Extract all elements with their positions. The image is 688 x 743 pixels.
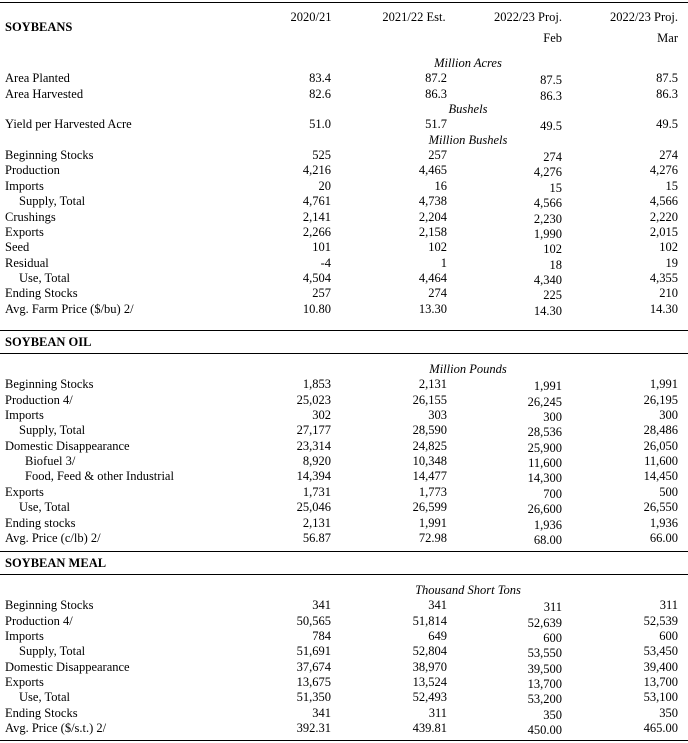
cell-value: 303 [428,408,447,423]
section-title: SOYBEAN MEAL [5,556,107,570]
cell-value: 4,276 [649,163,678,178]
cell-value: 274 [428,286,447,301]
cell-value: 1,991 [649,377,678,392]
cell-value: 28,536 [527,425,562,440]
cell-value: 1 [440,255,447,270]
cell-value: 87.5 [540,73,562,88]
cell-value: 1,731 [302,484,331,499]
cell-value: 2,220 [649,209,678,224]
cell-value: 1,773 [418,484,447,499]
cell-value: 300 [659,408,678,423]
row-label: Avg. Farm Price ($/bu) 2/ [5,301,134,316]
cell-value: 26,600 [527,502,562,517]
cell-value: 302 [312,408,331,423]
cell-value: 26,599 [412,500,447,515]
cell-value: 4,566 [533,196,562,211]
cell-value: -4 [320,255,331,270]
cell-value: 2,131 [418,377,447,392]
cell-value: 600 [659,629,678,644]
cell-value: 18 [549,257,562,272]
cell-value: 14,477 [412,469,447,484]
row-label: Avg. Price (c/lb) 2/ [5,530,101,545]
cell-value: 350 [659,705,678,720]
cell-value: 341 [312,598,331,613]
row-label: Area Planted [5,71,70,86]
section-bottom-rule [0,330,688,331]
cell-value: 26,195 [643,392,678,407]
header-2022-23-proj-mar: 2022/23 Proj. [609,10,678,24]
cell-value: 2,015 [649,224,678,239]
cell-value: 15 [549,180,562,195]
section-divider [0,353,688,354]
header-2022-23-proj-feb: 2022/23 Proj. [493,10,562,24]
cell-value: 500 [659,484,678,499]
cell-value: 51.7 [425,117,447,132]
cell-value: 72.98 [418,530,447,545]
cell-value: 37,674 [296,659,331,674]
cell-value: 439.81 [412,721,447,736]
row-label: Supply, Total [19,423,86,438]
row-label: Supply, Total [19,644,86,659]
row-label: Beginning Stocks [5,148,94,163]
cell-value: 53,100 [643,690,678,705]
header-mar: Mar [657,31,678,45]
row-label: Exports [5,484,44,499]
header-2020-21: 2020/21 [290,10,332,24]
row-label: Supply, Total [19,194,86,209]
row-label: Seed [5,240,30,255]
row-label: Avg. Price ($/s.t.) 2/ [5,721,107,736]
cell-value: 4,216 [302,163,331,178]
row-label: Imports [5,408,44,423]
cell-value: 53,200 [527,692,562,707]
cell-value: 13,700 [527,677,562,692]
top-rule [0,2,688,3]
cell-value: 53,550 [527,646,562,661]
row-label: Production 4/ [5,392,73,407]
cell-value: 4,761 [302,194,331,209]
cell-value: 274 [659,148,678,163]
section-bottom-rule [0,551,688,552]
row-label: Domestic Disappearance [5,659,130,674]
row-label: Production 4/ [5,613,73,628]
cell-value: 4,566 [649,194,678,209]
row-label: Domestic Disappearance [5,438,130,453]
cell-value: 27,177 [296,423,331,438]
cell-value: 20 [318,178,331,193]
cell-value: 1,936 [533,517,562,532]
cell-value: 14.30 [533,303,562,318]
cell-value: 26,245 [527,394,562,409]
row-label: Ending Stocks [5,705,78,720]
cell-value: 52,539 [643,613,678,628]
cell-value: 1,990 [533,226,562,241]
cell-value: 51,814 [412,613,447,628]
cell-value: 274 [543,150,562,165]
cell-value: 87.5 [656,71,678,86]
cell-value: 28,590 [412,423,447,438]
row-label: Residual [5,255,49,270]
cell-value: 26,050 [643,438,678,453]
cell-value: 11,600 [528,456,562,471]
cell-value: 25,023 [296,392,331,407]
cell-value: 525 [312,148,331,163]
cell-value: 4,276 [533,165,562,180]
cell-value: 8,920 [302,454,331,469]
cell-value: 51,691 [296,644,331,659]
cell-value: 86.3 [540,88,562,103]
cell-value: 51,350 [296,690,331,705]
cell-value: 38,970 [412,659,447,674]
cell-value: 13,700 [643,675,678,690]
row-label: Imports [5,629,44,644]
cell-value: 13,675 [296,675,331,690]
row-label: Biofuel 3/ [25,454,76,469]
cell-value: 39,400 [643,659,678,674]
cell-value: 86.3 [425,86,447,101]
cell-value: 52,804 [412,644,447,659]
unit-label: Thousand Short Tons [415,583,521,597]
cell-value: 257 [428,148,447,163]
cell-value: 26,550 [643,500,678,515]
cell-value: 4,465 [418,163,447,178]
row-label: Ending Stocks [5,286,78,301]
cell-value: 15 [665,178,678,193]
cell-value: 2,158 [418,224,447,239]
row-label: Ending stocks [5,515,76,530]
cell-value: 2,141 [302,209,331,224]
cell-value: 14,450 [643,469,678,484]
cell-value: 4,355 [649,270,678,285]
cell-value: 311 [543,600,562,615]
cell-value: 341 [428,598,447,613]
row-label: Food, Feed & other Industrial [25,469,174,484]
cell-value: 600 [543,631,562,646]
cell-value: 14,394 [296,469,331,484]
cell-value: 82.6 [309,86,331,101]
cell-value: 257 [312,286,331,301]
cell-value: 14,300 [527,471,562,486]
cell-value: 11,600 [644,454,678,469]
cell-value: 4,464 [418,270,447,285]
section-title: SOYBEAN OIL [5,335,92,349]
cell-value: 102 [543,242,562,257]
cell-value: 49.5 [540,119,562,134]
cell-value: 225 [543,288,562,303]
cell-value: 19 [665,255,678,270]
cell-value: 341 [312,705,331,720]
cell-value: 56.87 [302,530,331,545]
cell-value: 1,853 [302,377,331,392]
cell-value: 49.5 [656,117,678,132]
cell-value: 2,204 [418,209,447,224]
cell-value: 649 [428,629,447,644]
cell-value: 1,991 [418,515,447,530]
unit-label: Million Pounds [429,362,507,376]
section-divider [0,574,688,575]
row-label: Use, Total [19,270,70,285]
row-label: Exports [5,224,44,239]
cell-value: 450.00 [527,723,562,738]
cell-value: 39,500 [527,661,562,676]
cell-value: 2,131 [302,515,331,530]
row-label: Imports [5,178,44,193]
cell-value: 2,230 [533,211,562,226]
cell-value: 1,936 [649,515,678,530]
cell-value: 2,266 [302,224,331,239]
section-title: SOYBEANS [5,20,73,34]
cell-value: 52,639 [527,615,562,630]
row-label: Beginning Stocks [5,598,94,613]
cell-value: 10.80 [302,301,331,316]
row-label: Use, Total [19,690,70,705]
unit-label: Million Acres [434,56,502,70]
cell-value: 16 [434,178,447,193]
cell-value: 50,565 [296,613,331,628]
cell-value: 52,493 [412,690,447,705]
unit-label: Million Bushels [428,132,508,147]
cell-value: 102 [428,240,447,255]
cell-value: 28,486 [643,423,678,438]
cell-value: 465.00 [643,721,678,736]
cell-value: 311 [428,705,447,720]
cell-value: 53,450 [643,644,678,659]
cell-value: 700 [543,486,562,501]
cell-value: 392.31 [296,721,331,736]
cell-value: 210 [659,286,678,301]
cell-value: 4,738 [418,194,447,209]
row-label: Use, Total [19,500,70,515]
cell-value: 311 [659,598,678,613]
section-bottom-rule [0,740,688,741]
unit-label: Bushels [448,102,488,117]
cell-value: 1,991 [533,379,562,394]
cell-value: 87.2 [425,71,447,86]
cell-value: 350 [543,707,562,722]
cell-value: 83.4 [309,71,331,86]
header-feb: Feb [543,31,562,45]
cell-value: 4,504 [302,270,331,285]
cell-value: 14.30 [649,301,678,316]
row-label: Area Harvested [5,86,84,101]
row-label: Production [5,163,60,178]
cell-value: 13.30 [418,301,447,316]
cell-value: 4,340 [533,272,562,287]
header-2021-22-est: 2021/22 Est. [382,10,446,24]
row-label: Crushings [5,209,56,224]
cell-value: 24,825 [412,438,447,453]
cell-value: 102 [659,240,678,255]
cell-value: 10,348 [412,454,447,469]
row-label: Beginning Stocks [5,377,94,392]
row-label: Exports [5,675,44,690]
cell-value: 51.0 [309,117,331,132]
cell-value: 66.00 [649,530,678,545]
cell-value: 300 [543,410,562,425]
cell-value: 68.00 [533,532,562,547]
cell-value: 25,046 [296,500,331,515]
cell-value: 101 [312,240,331,255]
cell-value: 23,314 [296,438,331,453]
cell-value: 86.3 [656,86,678,101]
cell-value: 784 [312,629,331,644]
cell-value: 25,900 [527,440,562,455]
cell-value: 26,155 [412,392,447,407]
cell-value: 13,524 [412,675,447,690]
row-label: Yield per Harvested Acre [5,117,132,132]
